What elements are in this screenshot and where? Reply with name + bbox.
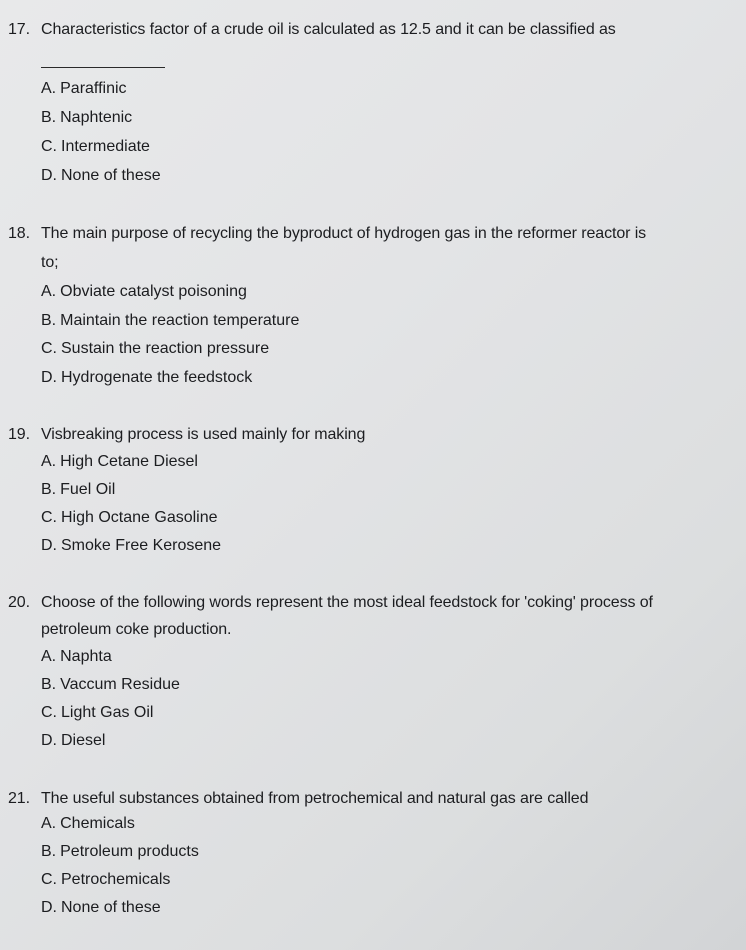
- option-letter: B.: [41, 481, 57, 498]
- option-text: Maintain the reaction temperature: [60, 312, 300, 329]
- question-text: petroleum coke production.: [41, 621, 232, 638]
- option-c[interactable]: [41, 703, 153, 723]
- option-text: Sustain the reaction pressure: [61, 340, 270, 357]
- question-text: The main purpose of recycling the byproduct of hydrogen gas in the reformer reactor is: [41, 225, 647, 242]
- option-c[interactable]: [41, 339, 269, 359]
- question-number: 19.: [8, 426, 30, 443]
- question-text: Choose of the following words represent the most ideal feedstock for 'coking' process of: [41, 594, 653, 611]
- option-d[interactable]: [41, 731, 105, 751]
- option-letter: B.: [41, 843, 57, 860]
- option-letter: B.: [41, 676, 57, 693]
- option-letter: D.: [41, 537, 57, 554]
- option-text: Smoke Free Kerosene: [61, 537, 222, 554]
- option-a[interactable]: [41, 282, 247, 302]
- option-letter: C.: [41, 704, 57, 721]
- option-letter: D.: [41, 369, 57, 386]
- option-text: Naphta: [60, 648, 112, 665]
- option-d[interactable]: [41, 166, 161, 186]
- question-text: The useful substances obtained from petrochemical and natural gas are called: [41, 790, 589, 807]
- option-b[interactable]: [41, 675, 180, 695]
- option-text: Petroleum products: [60, 843, 199, 860]
- option-text: Chemicals: [60, 815, 135, 832]
- option-a[interactable]: [41, 79, 127, 99]
- question-number: 17.: [8, 21, 30, 38]
- option-letter: A.: [41, 80, 57, 97]
- option-text: High Cetane Diesel: [60, 453, 198, 470]
- answer-blank-line: [41, 67, 165, 68]
- option-letter: B.: [41, 312, 57, 329]
- question-text: Visbreaking process is used mainly for making: [41, 426, 366, 443]
- option-letter: C.: [41, 871, 57, 888]
- option-a[interactable]: [41, 647, 112, 667]
- option-letter: B.: [41, 109, 57, 126]
- option-text: None of these: [61, 899, 161, 916]
- option-text: Vaccum Residue: [60, 676, 180, 693]
- option-letter: D.: [41, 899, 57, 916]
- option-text: Diesel: [61, 732, 106, 749]
- option-text: High Octane Gasoline: [61, 509, 218, 526]
- question-number: 18.: [8, 225, 30, 242]
- option-text: Obviate catalyst poisoning: [60, 283, 247, 300]
- option-text: Light Gas Oil: [61, 704, 154, 721]
- option-a[interactable]: [41, 814, 135, 834]
- option-letter: C.: [41, 138, 57, 155]
- option-text: Paraffinic: [60, 80, 127, 97]
- question-text: to;: [41, 254, 59, 271]
- option-letter: A.: [41, 815, 57, 832]
- option-letter: D.: [41, 732, 57, 749]
- option-d[interactable]: [41, 898, 161, 918]
- option-letter: A.: [41, 453, 57, 470]
- option-text: Hydrogenate the feedstock: [61, 369, 253, 386]
- option-b[interactable]: [41, 311, 299, 331]
- option-c[interactable]: [41, 508, 218, 528]
- option-text: Fuel Oil: [60, 481, 116, 498]
- option-a[interactable]: [41, 452, 198, 472]
- option-b[interactable]: [41, 108, 132, 128]
- option-b[interactable]: [41, 842, 199, 862]
- option-c[interactable]: [41, 870, 170, 890]
- option-text: Petrochemicals: [61, 871, 171, 888]
- option-d[interactable]: [41, 368, 252, 388]
- option-d[interactable]: [41, 536, 221, 556]
- option-text: None of these: [61, 167, 161, 184]
- question-text: Characteristics factor of a crude oil is calculated as 12.5 and it can be classified as: [41, 21, 616, 38]
- option-text: Naphtenic: [60, 109, 133, 126]
- option-c[interactable]: [41, 137, 150, 157]
- question-number: 21.: [8, 790, 30, 807]
- option-letter: C.: [41, 340, 57, 357]
- question-number: 20.: [8, 594, 30, 611]
- option-text: Intermediate: [61, 138, 150, 155]
- option-letter: D.: [41, 167, 57, 184]
- option-letter: A.: [41, 648, 57, 665]
- option-b[interactable]: [41, 480, 115, 500]
- option-letter: C.: [41, 509, 57, 526]
- option-letter: A.: [41, 283, 57, 300]
